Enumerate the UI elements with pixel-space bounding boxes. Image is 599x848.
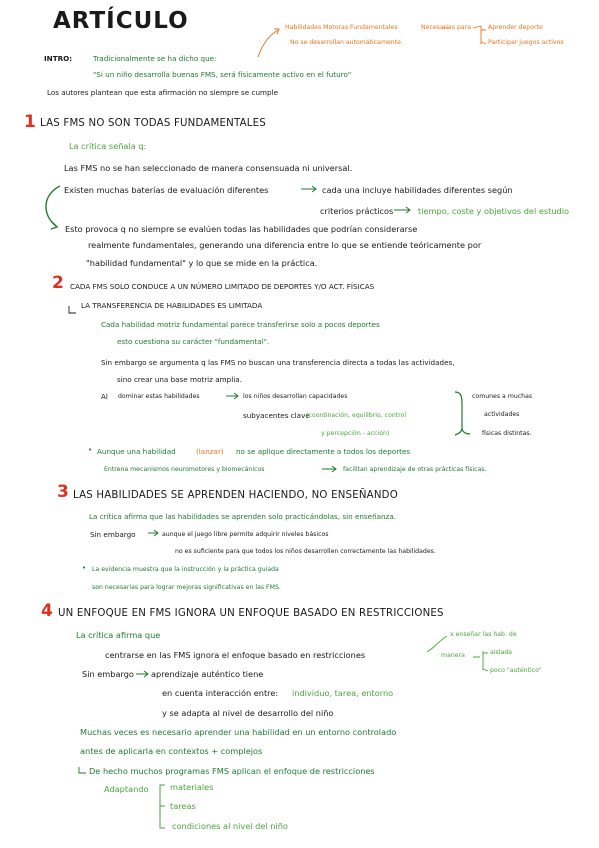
s4-side-1: x enseñar las hab. de xyxy=(450,631,517,638)
s4-adapt-2: tareas xyxy=(170,801,196,811)
s2-line-1: Cada habilidad motriz fundamental parece transferirse solo a pocos deportes xyxy=(101,320,380,329)
s1-line-2a: Existen muchas baterías de evaluación diferentes xyxy=(64,185,269,195)
s4-adaptando: Adaptando xyxy=(104,784,149,794)
section-2-number: 2 xyxy=(52,273,64,293)
s2-subtitle: LA TRANSFERENCIA DE HABILIDADES ES LIMITADA xyxy=(81,301,263,310)
s3-line-5: son necesarias para lograr mejoras significativas en las FMS. xyxy=(92,584,281,591)
s1-line-3b: tiempo, coste y objetivos del estudio xyxy=(418,206,570,216)
s4-line-3b: aprendizaje auténtico tiene xyxy=(151,669,264,679)
s2-bullet-dot: • xyxy=(88,445,93,454)
s3-bullet-dot: • xyxy=(82,563,87,572)
s2-bullet-1c: no se aplique directamente a todos los deportes xyxy=(236,447,411,456)
fms-definition: Habilidades Motoras Fundamentales xyxy=(285,24,398,31)
s2-line-6: subyacentes clave xyxy=(243,411,310,420)
s1-line-1: Las FMS no se han seleccionado de manera consensuada ni universal. xyxy=(64,163,353,173)
s2-line-5b: dominar estas habilidades xyxy=(118,393,200,400)
s2-line-3: Sin embargo se argumenta q las FMS no buscan una transferencia directa a todas las actividades, xyxy=(101,358,455,367)
s4-line-4b: individuo, tarea, entorno xyxy=(292,688,394,698)
s2-line-7: y percepción - acción) xyxy=(321,430,390,437)
s2-brace-1: comunes a muchas xyxy=(472,393,533,400)
s2-bullet-2a: Entrena mecanismos neuromotores y biomecánicos xyxy=(104,466,265,473)
s4-line-8: De hecho muchos programas FMS aplican el enfoque de restricciones xyxy=(89,766,375,776)
s1-critica: La crítica señala q: xyxy=(69,141,147,151)
section-3-title: LAS HABILIDADES SE APRENDEN HACIENDO, NO ENSEÑANDO xyxy=(73,490,398,501)
participar-juegos: Participar juegos activos xyxy=(488,39,564,46)
s4-side-2: manera xyxy=(441,652,465,659)
s4-line-6: Muchas veces es necesario aprender una habilidad en un entorno controlado xyxy=(80,727,397,737)
s3-line-2b: aunque el juego libre permite adquirir niveles básicos xyxy=(162,531,329,538)
section-1-number: 1 xyxy=(24,112,36,132)
s2-line-4: sino crear una base motriz amplia. xyxy=(117,375,242,384)
s4-side-3: aislada xyxy=(490,649,512,656)
s2-brace-3: físicas distintas. xyxy=(482,430,532,437)
section-4-number: 4 xyxy=(41,601,53,621)
s2-bullet-1b: (lanzar) xyxy=(196,447,224,456)
s2-line-5c: los niños desarrollan capacidades xyxy=(243,393,348,400)
s2-line-6b: (coordinación, equilibrio, control xyxy=(306,412,407,419)
para-label: para xyxy=(457,24,472,31)
section-2-title: CADA FMS SOLO CONDUCE A UN NÚMERO LIMITADO DE DEPORTES Y/O ACT. FÍSICAS xyxy=(70,282,375,291)
s1-line-2b: cada una incluye habilidades diferentes según xyxy=(322,185,513,195)
s4-line-7: antes de aplicarla en contextos + complejos xyxy=(80,746,263,756)
s2-line-2: esto cuestiona su carácter "fundamental". xyxy=(117,337,270,346)
s4-line-2: centrarse en las FMS ignora el enfoque basado en restricciones xyxy=(105,650,366,660)
necesarias-label: Necesarias xyxy=(421,24,455,31)
s2-bullet-1: Aunque una habilidad xyxy=(97,447,176,456)
page-title: ARTÍCULO xyxy=(53,8,189,34)
s4-adapt-3: condiciones al nivel del niño xyxy=(172,821,288,831)
s1-line-3a: criterios prácticos xyxy=(320,206,394,216)
intro-line-1: Tradicionalmente se ha dicho que: xyxy=(93,54,217,63)
s4-adapt-1: materiales xyxy=(170,782,214,792)
s4-side-4: poco "auténtico" xyxy=(490,667,542,674)
s2-line-5a: Al xyxy=(101,392,108,401)
s1-line-6: "habilidad fundamental" y lo que se mide en la práctica. xyxy=(86,258,318,268)
s4-line-5: y se adapta al nivel de desarrollo del niño xyxy=(162,708,334,718)
s3-line-4: La evidencia muestra que la instrucción y la práctica guiada xyxy=(92,566,279,573)
no-desarrollan-note: No se desarrollan automáticamente. xyxy=(290,39,403,46)
s1-line-4: Esto provoca q no siempre se evalúen todas las habilidades que podrían considerarse xyxy=(65,224,418,234)
s3-line-1: La crítica afirma que las habilidades se aprenden solo practicándolas, sin enseñanza. xyxy=(89,512,397,521)
s3-line-2a: Sin embargo xyxy=(90,530,136,539)
s2-bullet-2b: facilitan aprendizaje de otras prácticas físicas. xyxy=(343,466,487,473)
s4-line-3a: Sin embargo xyxy=(82,669,134,679)
intro-label: INTRO: xyxy=(44,54,73,63)
section-1-title: LAS FMS NO SON TODAS FUNDAMENTALES xyxy=(40,118,266,129)
section-3-number: 3 xyxy=(57,482,69,502)
s1-line-5: realmente fundamentales, generando una diferencia entre lo que se entiende teóricamente por xyxy=(88,240,482,250)
s2-brace-2: actividades xyxy=(484,411,520,418)
aprender-deporte: Aprender deporte xyxy=(488,24,543,31)
intro-quote: "Si un niño desarrolla buenas FMS, será físicamente activo en el futuro" xyxy=(93,70,352,79)
intro-line-3: Los autores plantean que esta afirmación no siempre se cumple xyxy=(47,88,278,97)
s4-line-1: La crítica afirma que xyxy=(76,630,161,640)
s3-line-3: no es suficiente para que todos los niños desarrollen correctamente las habilidades. xyxy=(175,548,436,555)
section-4-title: UN ENFOQUE EN FMS IGNORA UN ENFOQUE BASADO EN RESTRICCIONES xyxy=(58,608,444,619)
s4-line-4a: en cuenta interacción entre: xyxy=(162,688,279,698)
